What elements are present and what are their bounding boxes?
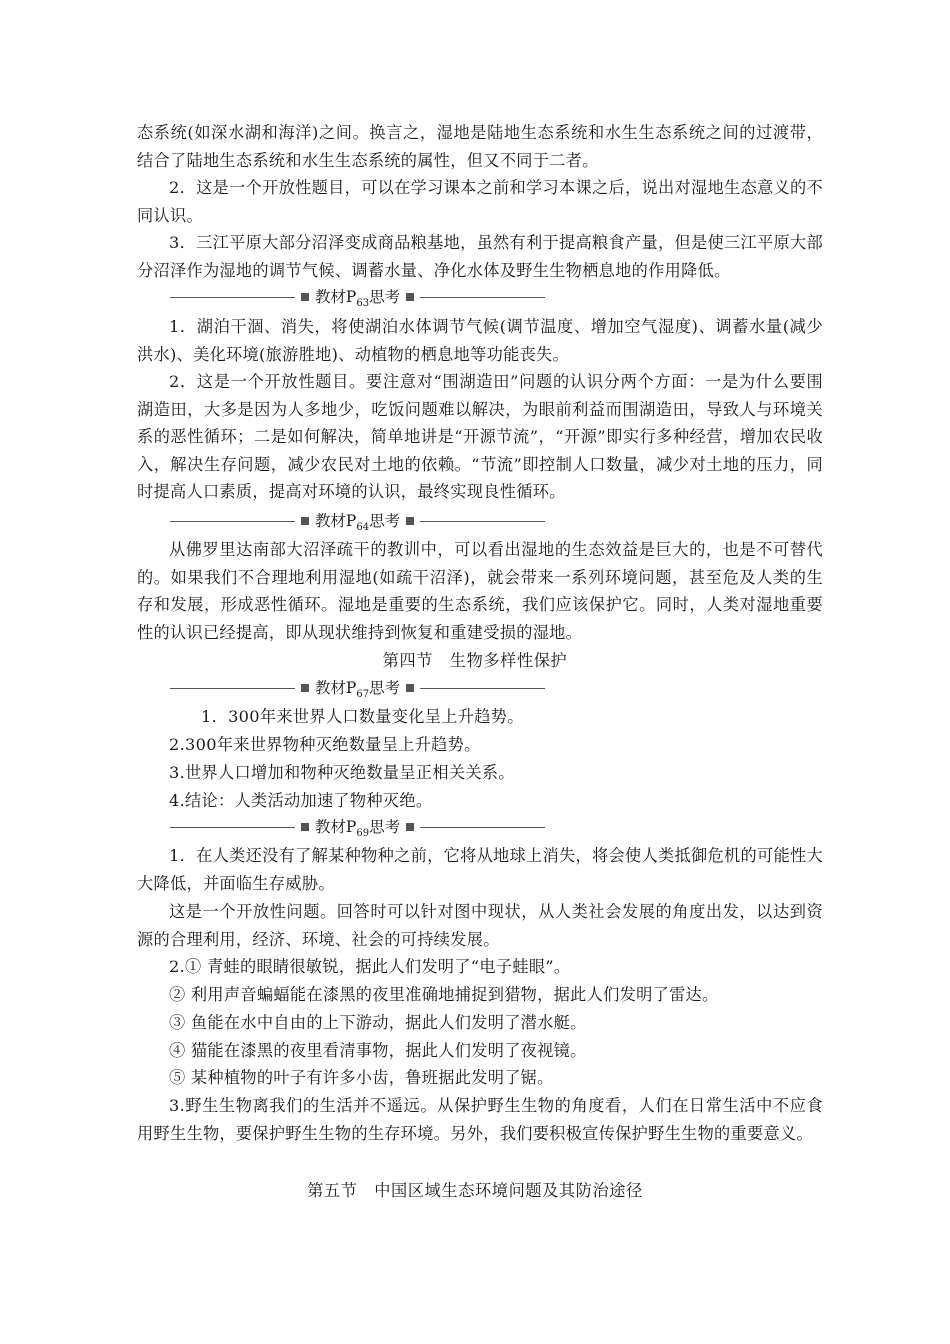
section-divider-p69 [170,816,545,838]
paragraph-lake-reclamation: 2．这是一个开放性题目。要注意对“围湖造田”问题的认识分两个方面：一是为什么要围湖造田，大多是因为人多地少，吃饭问题难以解决，为眼前利益而围湖造田，导致人与环境关系的恶性循环；二是如何解决，简单地讲是“开源节流”，“开源”即实行多种经营，增加农民收入，解决生存问题，减少农民对土地的依赖。“节流”即控制人口数量，减少对土地的压力，同时提高人口素质，提高对环境的认识，最终实现良性循环。 [137,372,823,501]
section-heading-china-ecology: 第五节 中国区域生态环境问题及其防治途径 [307,1181,643,1200]
list-item: 3.世界人口增加和物种灭绝数量呈正相关关系。 [169,763,515,782]
square-marker-icon [406,823,414,831]
square-marker-icon [301,823,309,831]
section-heading-biodiversity: 第四节 生物多样性保护 [382,651,568,670]
section-label: 教材$P_{69}$思考 [314,817,401,840]
paragraph-open-question: 2．这是一个开放性题目，可以在学习课本之前和学习本课之后，说出对湿地生态意义的不同认识。 [137,178,823,225]
square-marker-icon [301,684,309,692]
list-item: 4.结论：人类活动加速了物种灭绝。 [169,791,433,810]
paragraph-florida-lesson: 从佛罗里达南部大沼泽疏干的教训中，可以看出湿地的生态效益是巨大的，也是不可替代的。如果我们不合理地利用湿地(如疏干沼泽)，就会带来一系列环境问题，甚至危及人类的生存和发展，形成恶性循环。湿地是重要的生态系统，我们应该保护它。同时，人类对湿地重要性的认识已经提高，即从现状维持到恢复和重建受损的湿地。 [137,540,823,642]
paragraph-wetland-definition: 态系统(如深水湖和海洋)之间。换言之，湿地是陆地生态系统和水生生态系统之间的过渡带，结合了陆地生态系统和水生生态系统的属性，但又不同于二者。 [137,123,823,170]
list-item: 2.① 青蛙的眼睛很敏锐，据此人们发明了“电子蛙眼”。 [169,957,571,976]
list-item: 1．300年来世界人口数量变化呈上升趋势。 [201,707,524,726]
paragraph-sanjiang-plain: 3．三江平原大部分沼泽变成商品粮基地，虽然有利于提高粮食产量，但是使三江平原大部分沼泽作为湿地的调节气候、调蓄水量、净化水体及野生生物栖息地的作用降低。 [137,233,823,280]
section-label: 教材$P_{67}$思考 [314,678,401,701]
section-divider-p63 [170,286,545,308]
paragraph-wildlife-protection: 3.野生生物离我们的生活并不遥远。从保护野生生物的角度看，人们在日常生活中不应食用野生生物，要保护野生生物的生存环境。另外，我们要积极宣传保护野生生物的重要意义。 [137,1096,823,1143]
square-marker-icon [406,293,414,301]
section-divider-p64 [170,510,545,532]
section-divider-p67 [170,677,545,699]
square-marker-icon [406,517,414,525]
list-item: ⑤ 某种植物的叶子有许多小齿，鲁班据此发明了锯。 [169,1068,554,1087]
paragraph-lake-drying: 1．湖泊干涸、消失，将使湖泊水体调节气候(调节温度、增加空气湿度)、调蓄水量(减少洪水)、美化环境(旅游胜地)、动植物的栖息地等功能丧失。 [137,317,823,364]
list-item: ② 利用声音蝙蝠能在漆黑的夜里准确地捕捉到猎物，据此人们发明了雷达。 [169,985,719,1004]
list-item: ③ 鱼能在水中自由的上下游动，据此人们发明了潜水艇。 [169,1013,587,1032]
paragraph-species-loss: 1．在人类还没有了解某种物种之前，它将从地球上消失，将会使人类抵御危机的可能性大大降低，并面临生存威胁。 [137,846,823,893]
paragraph-open-issue: 这是一个开放性问题。回答时可以针对图中现状，从人类社会发展的角度出发，以达到资源的合理利用，经济、环境、社会的可持续发展。 [137,902,823,949]
section-label: 教材$P_{63}$思考 [314,287,401,310]
section-label: 教材$P_{64}$思考 [314,511,401,534]
square-marker-icon [406,684,414,692]
list-item: 2.300年来世界物种灭绝数量呈上升趋势。 [169,735,481,754]
square-marker-icon [301,517,309,525]
list-item: ④ 猫能在漆黑的夜里看清事物，据此人们发明了夜视镜。 [169,1041,587,1060]
square-marker-icon [301,293,309,301]
